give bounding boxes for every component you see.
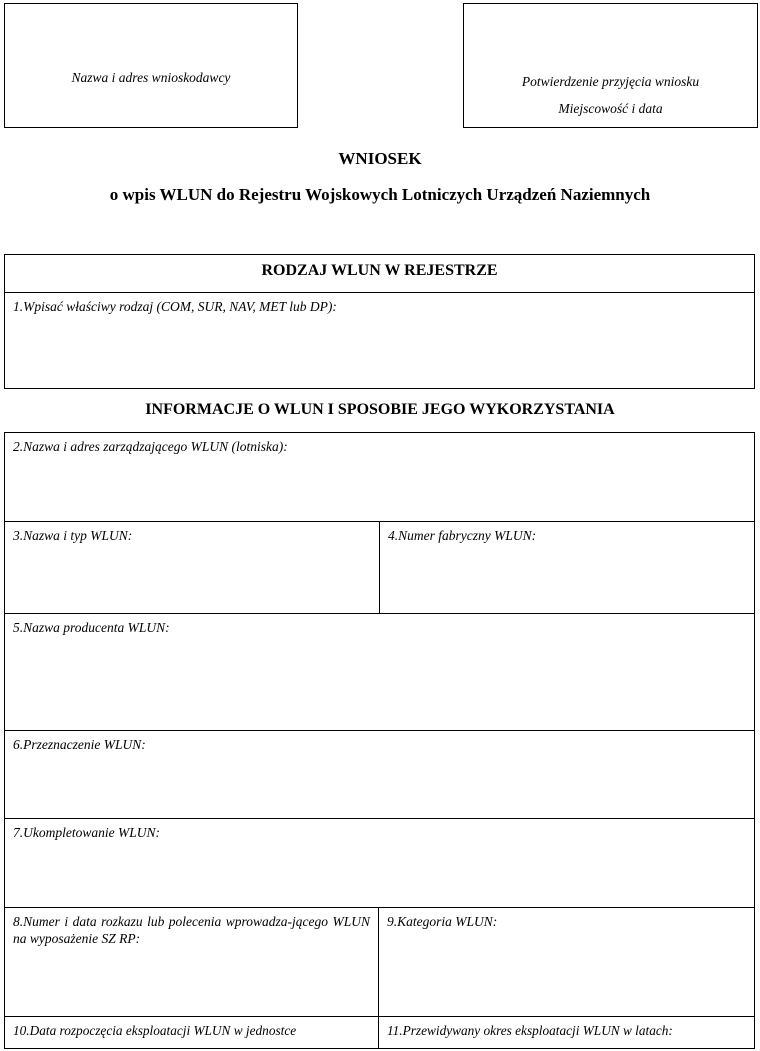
field-9-label: 9.Kategoria WLUN: bbox=[387, 914, 498, 929]
field-5-label: 5.Nazwa producenta WLUN: bbox=[13, 620, 170, 635]
field-10-start-date[interactable] bbox=[4, 1016, 379, 1049]
field-8-order[interactable] bbox=[4, 907, 379, 1017]
field-4-label: 4.Numer fabryczny WLUN: bbox=[388, 528, 537, 543]
section2-heading: INFORMACJE O WLUN I SPOSOBIE JEGO WYKORZYSTANIA bbox=[145, 401, 615, 418]
section1-heading: RODZAJ WLUN W REJESTRZE bbox=[261, 262, 498, 279]
field-9-category[interactable] bbox=[378, 907, 755, 1017]
field-3-label: 3.Nazwa i typ WLUN: bbox=[13, 528, 133, 543]
receipt-label: Potwierdzenie przyjęcia wniosku bbox=[521, 74, 700, 89]
field-6-purpose[interactable] bbox=[4, 730, 755, 819]
field-7-label: 7.Ukompletowanie WLUN: bbox=[13, 825, 160, 840]
field-10-label: 10.Data rozpoczęcia eksploatacji WLUN w jednostce bbox=[13, 1023, 297, 1038]
field-11-label: 11.Przewidywany okres eksploatacji WLUN w latach: bbox=[387, 1023, 673, 1038]
field-2-manager[interactable] bbox=[4, 432, 755, 522]
document-subtitle: o wpis WLUN do Rejestru Wojskowych Lotniczych Urządzeń Naziemnych bbox=[109, 185, 651, 204]
receipt-box bbox=[463, 3, 758, 128]
field-2-label: 2.Nazwa i adres zarządzającego WLUN (lotniska): bbox=[13, 439, 288, 454]
section1-heading-cell bbox=[4, 254, 755, 293]
field-7-equipment[interactable] bbox=[4, 818, 755, 908]
field-8-label: 8.Numer i data rozkazu lub polecenia wprowadza-jącego WLUN na wyposażenie SZ RP: bbox=[13, 914, 370, 946]
field-5-producer[interactable] bbox=[4, 613, 755, 731]
field-1-type[interactable] bbox=[4, 292, 755, 389]
document-title: WNIOSEK bbox=[338, 149, 422, 168]
applicant-label: Nazwa i adres wnioskodawcy bbox=[71, 70, 231, 85]
applicant-box bbox=[4, 3, 298, 128]
receipt-place-date-label: Miejscowość i data bbox=[558, 101, 663, 116]
field-4-serial[interactable] bbox=[379, 521, 755, 614]
field-11-period[interactable] bbox=[378, 1016, 755, 1049]
field-3-name-type[interactable] bbox=[4, 521, 380, 614]
field-1-label: 1.Wpisać właściwy rodzaj (COM, SUR, NAV, MET lub DP): bbox=[13, 299, 337, 314]
field-6-label: 6.Przeznaczenie WLUN: bbox=[13, 737, 146, 752]
